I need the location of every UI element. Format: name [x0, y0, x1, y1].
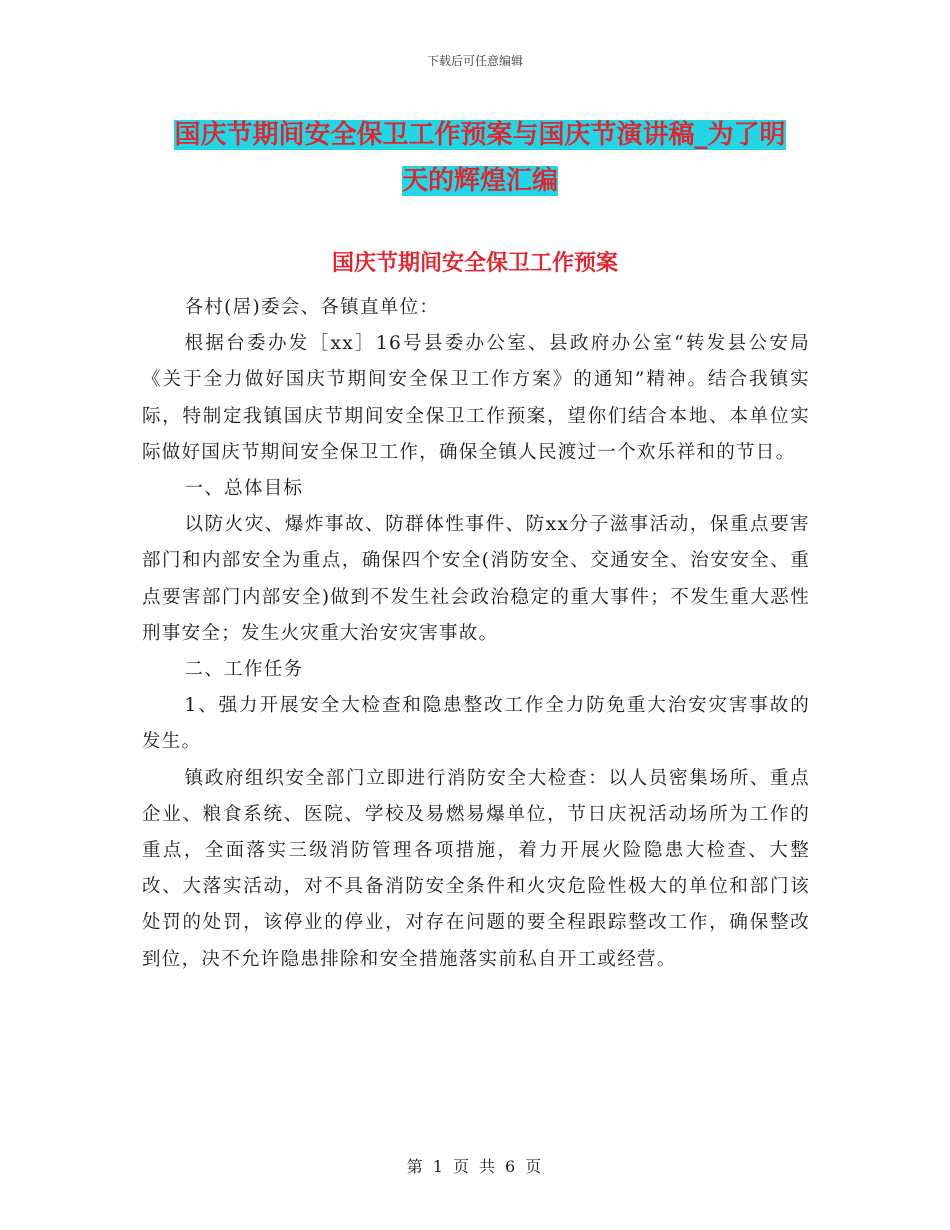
- paragraph-goal: 以防火灾、爆炸事故、防群体性事件、防xx分子滋事活动，保重点要害部门和内部安全为重点，确保四个安全(消防安全、交通安全、治安安全、重点要害部门内部安全)做到不发生社会政治稳定的重大事件；不发生重大恶性刑事安全；发生火灾重大治安灾害事故。: [142, 514, 810, 644]
- document-title-line1: 国庆节期间安全保卫工作预案与国庆节演讲稿_为了明: [174, 120, 786, 150]
- paragraph-inspection: 镇政府组织安全部门立即进行消防安全大检查：以人员密集场所、重点企业、粮食系统、医院、学校及易燃易爆单位，节日庆祝活动场所为工作的重点，全面落实三级消防管理各项措施，着力开展火险隐患大检查、大整改、大落实活动，对不具备消防安全条件和火灾危险性极大的单位和部门该处罚的处罚，该停业的停业，对存在问题的要全程跟踪整改工作，确保整改到位，决不允许隐患排除和安全措施落实前私自开工或经营。: [142, 767, 810, 970]
- paragraph-salutation: 各村(居)委会、各镇直单位：: [184, 297, 440, 318]
- footer-suffix: 页: [525, 1157, 544, 1176]
- paragraph-task-1: 1、强力开展安全大检查和隐患整改工作全力防免重大治安灾害事故的发生。: [142, 695, 810, 753]
- heading-tasks: 二、工作任务: [184, 659, 304, 681]
- document-title-line2: 天的辉煌汇编: [401, 166, 558, 196]
- page-header-note: 下载后可任意编辑: [426, 54, 523, 68]
- paragraph-intro: 根据台委办发［xx］16号县委办公室、县政府办公室“转发县公安局《关于全力做好国庆节期间安全保卫工作方案》的通知”精神。结合我镇实际，特制定我镇国庆节期间安全保卫工作预案，望你们结合本地、本单位实际做好国庆节期间安全保卫工作，确保全镇人民渡过一个欢乐祥和的节日。: [142, 333, 810, 463]
- footer-total-pages: 6: [505, 1157, 518, 1176]
- heading-overall-goal: 一、总体目标: [184, 478, 304, 500]
- document-body: [142, 290, 810, 978]
- footer-total-prefix: 共: [479, 1157, 498, 1176]
- page-footer: [0, 1154, 950, 1177]
- footer-prefix: 第: [406, 1157, 425, 1176]
- footer-page-number: 1: [432, 1157, 445, 1176]
- section-title: 国庆节期间安全保卫工作预案: [331, 250, 618, 276]
- document-title: [140, 112, 820, 204]
- footer-mid: 页: [452, 1157, 471, 1176]
